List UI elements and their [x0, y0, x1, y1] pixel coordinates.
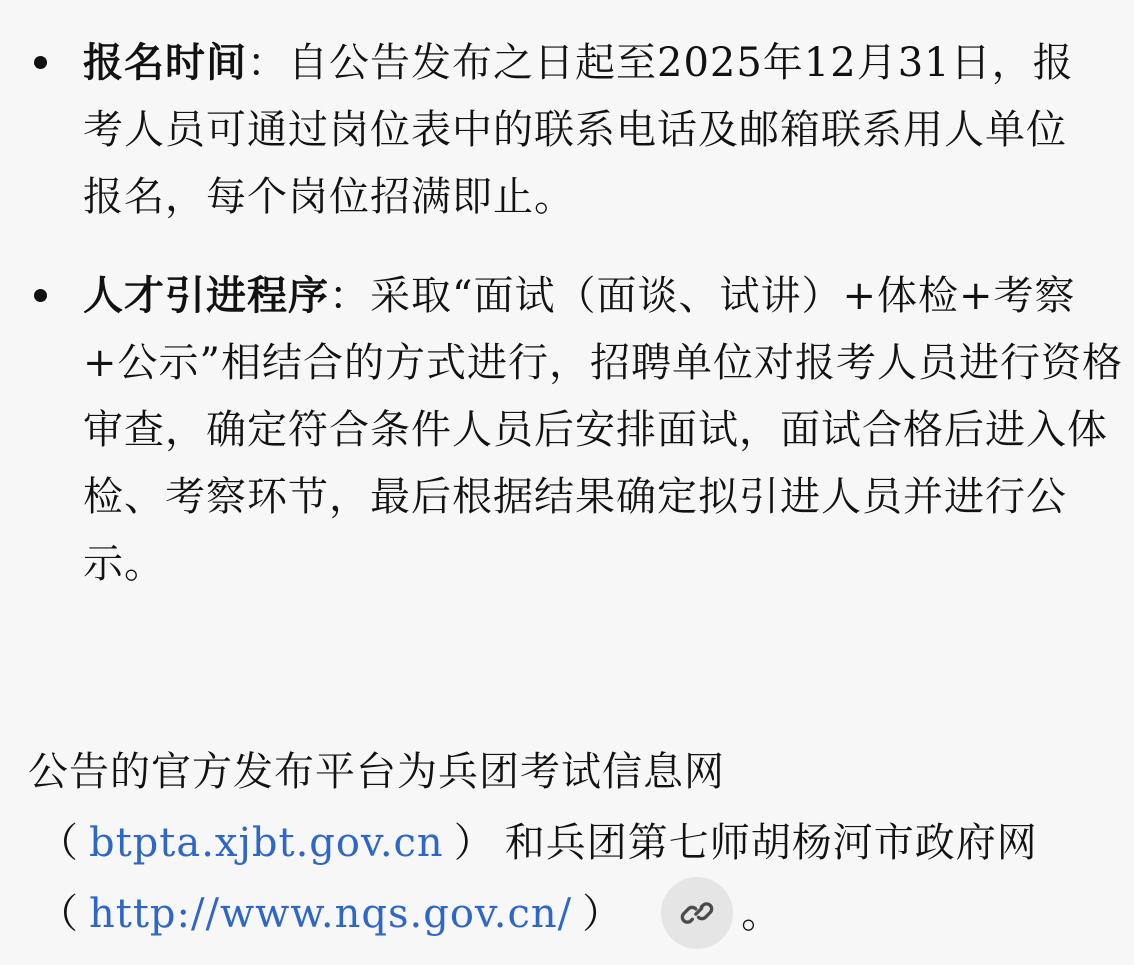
link-btpta[interactable]: btpta.xjbt.gov.cn: [89, 820, 444, 866]
bullet-icon: [34, 56, 47, 69]
registration-time-text: 自公告发布之日起至2025年12月31日，报考人员可通过岗位表中的联系电话及邮箱联系用人单位报名，每个岗位招满即止。: [83, 40, 1074, 220]
term-separator: ：: [247, 40, 288, 86]
open-paren-1: （: [38, 820, 79, 866]
link-icon: [677, 893, 717, 933]
publication-middle: 和兵团第七师胡杨河市政府网: [504, 820, 1038, 866]
close-paren-1: ）: [453, 820, 495, 866]
link-chip-button[interactable]: [661, 877, 733, 949]
talent-procedure-text: 采取“面试（面谈、试讲）+体检+考察+公示”相结合的方式进行，招聘单位对报考人员进行资格审查，确定符合条件人员后安排面试，面试合格后进入体检、考察环节，最后根据结果确定拟引进人员并进行公示。: [83, 273, 1123, 587]
publication-note: [28, 737, 1088, 953]
bullet-icon: [34, 289, 47, 302]
open-paren-2: （: [38, 891, 79, 937]
term-talent-procedure: 人才引进程序: [83, 272, 329, 319]
list-item-registration-time: [28, 29, 1083, 231]
term-separator: ：: [329, 273, 370, 319]
close-paren-2: ）: [582, 891, 624, 937]
publication-prefix: 公告的官方发布平台为兵团考试信息网: [28, 749, 725, 795]
term-registration-time: 报名时间: [83, 39, 247, 86]
sentence-end: 。: [741, 891, 783, 937]
link-nqs[interactable]: http://www.nqs.gov.cn/: [89, 891, 573, 937]
list-item-talent-procedure: [28, 262, 1134, 598]
